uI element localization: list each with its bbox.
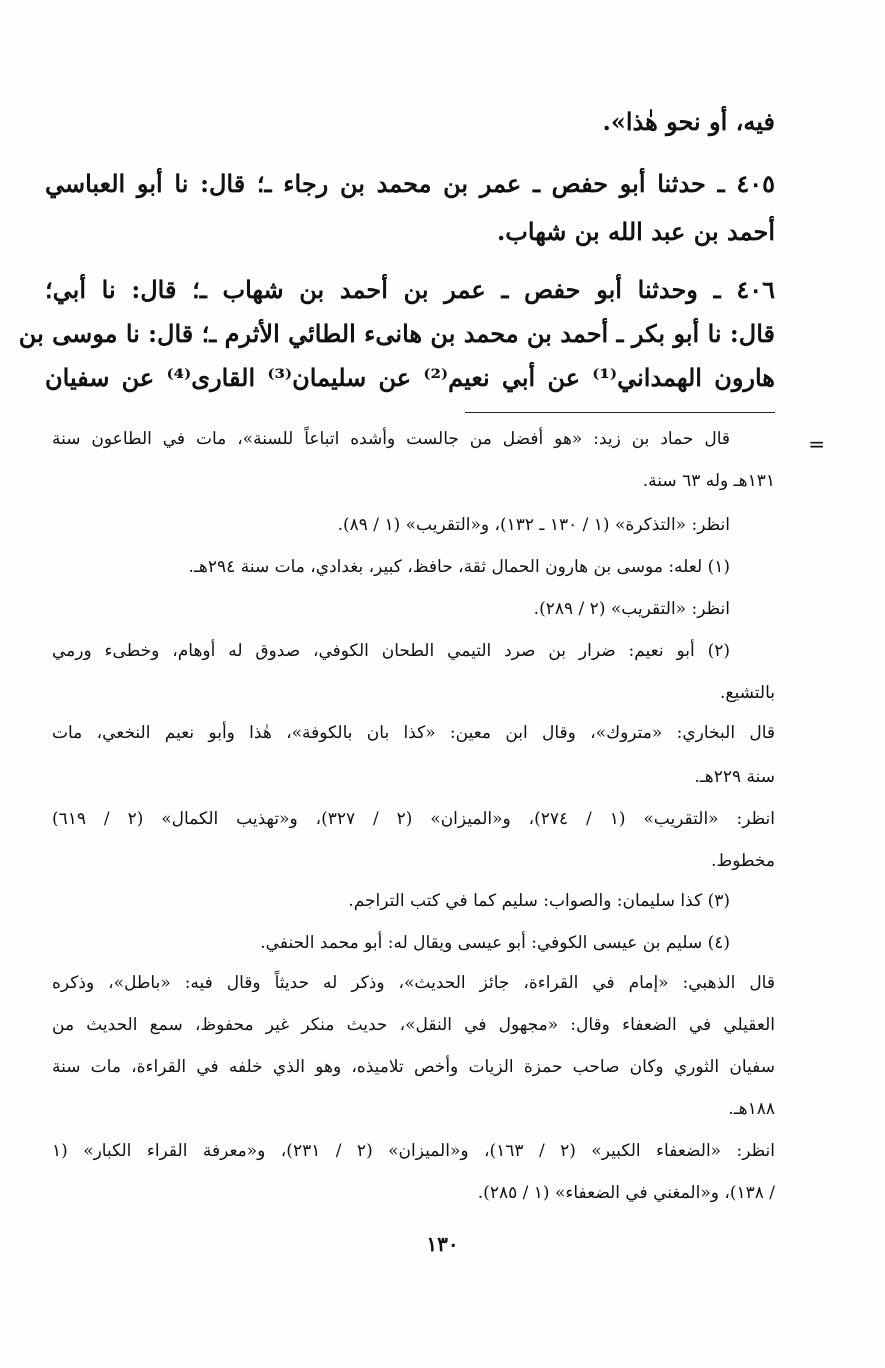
main-text-line-4: ٤٠٦ ـ وحدثنا أبو حفص ـ عمر بن أحمد بن شهاب ـ؛ قال: نا أبي؛ xyxy=(45,275,775,304)
footnote-line-19: / ١٣٨)، و«المغني في الضعفاء» (١ / ٢٨٥). xyxy=(477,1183,775,1203)
footnote-line-15: العقيلي في الضعفاء وقال: «مجهول في النقل»، حديث منكر غير محفوظ، سمع الحديث من xyxy=(52,1015,775,1035)
main-text-line-1: فيه، أو نحو هٰذا». xyxy=(602,107,775,136)
footnote-line-1: قال حماد بن زيد: «هو أفضل من جالست وأشده اتباعاً للسنة»، مات في الطاعون سنة xyxy=(52,429,730,449)
footnote-line-9: سنة ٢٢٩هـ. xyxy=(694,767,775,787)
footnote-line-14: قال الذهبي: «إمام في القراءة، جائز الحديث»، وذكر له حديثاً وقال فيه: «باطل»، وذكره xyxy=(52,973,775,993)
footnote-line-16: سفيان الثوري وكان صاحب حمزة الزيات وأخص تلاميذه، وهو الذي خلفه في القراءة، مات سنة xyxy=(52,1057,775,1077)
continuation-mark: = xyxy=(808,432,825,456)
footnote-line-2: ١٣١هـ وله ٦٣ سنة. xyxy=(642,471,775,491)
page-number: ١٣٠ xyxy=(426,1232,459,1256)
footnote-line-6: (٢) أبو نعيم: ضرار بن صرد التيمي الطحان الكوفي، صدوق له أوهام، وخطىء ورمي xyxy=(52,641,730,661)
footnote-line-10: انظر: «التقريب» (١ / ٢٧٤)، و«الميزان» (٢ / ٣٢٧)، و«تهذيب الكمال» (٢ / ٦١٩) xyxy=(52,809,775,829)
footnote-line-12: (٣) كذا سليمان: والصواب: سليم كما في كتب التراجم. xyxy=(348,891,730,911)
footnote-line-8: قال البخاري: «متروك»، وقال ابن معين: «كذا بان بالكوفة»، هٰذا وأبو نعيم النخعي، مات xyxy=(52,723,775,743)
footnote-line-13: (٤) سليم بن عيسى الكوفي: أبو عيسى ويقال له: أبو محمد الحنفي. xyxy=(260,933,730,953)
main-text-line-3: أحمد بن عبد الله بن شهاب. xyxy=(496,217,775,246)
footnote-line-5: انظر: «التقريب» (٢ / ٢٨٩). xyxy=(533,599,730,619)
footnote-separator xyxy=(465,412,775,413)
main-text-line-2: ٤٠٥ ـ حدثنا أبو حفص ـ عمر بن محمد بن رجاء ـ؛ قال: نا أبو العباسي xyxy=(45,169,775,198)
footnote-line-18: انظر: «الضعفاء الكبير» (٢ / ١٦٣)، و«الميزان» (٢ / ٢٣١)، و«معرفة القراء الكبار» (١ xyxy=(52,1141,776,1161)
main-text-line-5: قال: نا أبو بكر ـ أحمد بن محمد بن هانىء الطائي الأثرم ـ؛ قال: نا موسى بن xyxy=(18,319,775,348)
footnote-line-4: (١) لعله: موسى بن هارون الحمال ثقة، حافظ، كبير، بغدادي، مات سنة ٢٩٤هـ. xyxy=(188,557,730,577)
footnote-line-3: انظر: «التذكرة» (١ / ١٣٠ ـ ١٣٢)، و«التقريب» (١ / ٨٩). xyxy=(337,515,730,535)
main-text-line-6: هارون الهمداني⁽¹⁾ عن أبي نعيم⁽²⁾ عن سليمان⁽³⁾ القارى⁽⁴⁾ عن سفيان xyxy=(45,363,775,392)
footnote-line-7: بالتشيع. xyxy=(720,683,775,703)
footnote-line-17: ١٨٨هـ. xyxy=(728,1099,775,1119)
footnote-line-11: مخطوط. xyxy=(711,851,775,871)
